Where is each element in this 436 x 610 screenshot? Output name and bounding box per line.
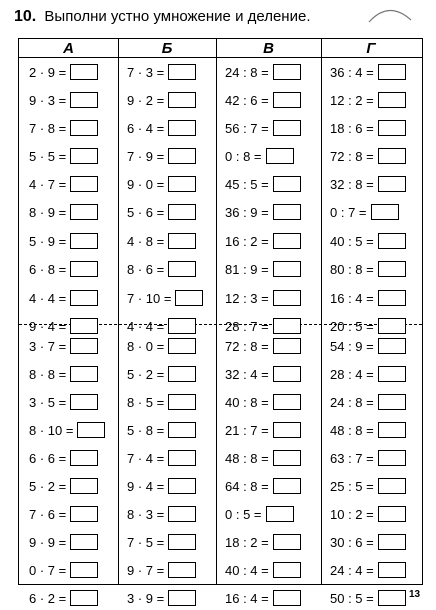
expression: 9 · 4 =: [29, 318, 67, 334]
answer-box[interactable]: [378, 478, 406, 494]
expression: 24 : 8 =: [330, 394, 374, 410]
answer-box[interactable]: [378, 261, 406, 277]
expression: 8 · 6 =: [127, 261, 165, 277]
answer-box[interactable]: [168, 506, 196, 522]
expression: 16 : 2 =: [225, 233, 269, 249]
answer-box[interactable]: [273, 366, 301, 382]
task-text: Выполни устно умножение и деление.: [44, 8, 311, 25]
answer-box[interactable]: [378, 338, 406, 354]
expression: 8 · 5 =: [127, 394, 165, 410]
exercise-row: [127, 229, 196, 253]
answer-box[interactable]: [77, 422, 105, 438]
exercise-row: [225, 257, 301, 281]
answer-box[interactable]: [378, 290, 406, 306]
answer-box[interactable]: [378, 92, 406, 108]
exercise-row: [29, 530, 98, 554]
answer-box[interactable]: [273, 534, 301, 550]
answer-box[interactable]: [273, 318, 301, 334]
exercise-row: [29, 257, 98, 281]
answer-box[interactable]: [168, 92, 196, 108]
expression: 16 : 4 =: [225, 590, 269, 606]
exercise-row: [127, 558, 196, 582]
expression: 5 · 6 =: [127, 204, 165, 220]
page-number: 13: [409, 589, 421, 600]
header-a: А: [63, 39, 74, 57]
answer-box[interactable]: [378, 394, 406, 410]
expression: 18 : 2 =: [225, 534, 269, 550]
answer-box[interactable]: [70, 450, 98, 466]
answer-box[interactable]: [378, 318, 406, 334]
answer-box[interactable]: [175, 290, 203, 306]
exercise-row: [29, 144, 98, 168]
exercise-row: [29, 362, 98, 386]
expression: 28 : 7 =: [225, 318, 269, 334]
expression: 0 : 7 =: [330, 204, 367, 220]
answer-box[interactable]: [273, 64, 301, 80]
column-divider: [321, 39, 322, 584]
answer-box[interactable]: [378, 422, 406, 438]
answer-box[interactable]: [70, 338, 98, 354]
exercise-row: [29, 200, 98, 224]
expression: 9 · 9 =: [29, 534, 67, 550]
exercise-row: [29, 418, 105, 442]
exercise-row: [225, 200, 301, 224]
expression: 7 · 8 =: [29, 120, 67, 136]
exercise-row: [29, 286, 98, 310]
answer-box[interactable]: [273, 204, 301, 220]
expression: 48 : 8 =: [225, 450, 269, 466]
expression: 54 : 9 =: [330, 338, 374, 354]
exercise-row: [225, 502, 294, 526]
answer-box[interactable]: [70, 366, 98, 382]
exercise-row: [225, 116, 301, 140]
expression: 6 · 6 =: [29, 450, 67, 466]
answer-box[interactable]: [378, 176, 406, 192]
answer-box[interactable]: [168, 394, 196, 410]
answer-box[interactable]: [70, 233, 98, 249]
answer-box[interactable]: [273, 120, 301, 136]
exercise-row: [29, 116, 98, 140]
expression: 40 : 4 =: [225, 562, 269, 578]
answer-box[interactable]: [70, 290, 98, 306]
expression: 16 : 4 =: [330, 290, 374, 306]
exercise-row: [225, 446, 301, 470]
expression: 6 · 2 =: [29, 590, 67, 606]
exercise-row: [29, 172, 98, 196]
answer-box[interactable]: [168, 318, 196, 334]
exercise-row: [330, 88, 406, 112]
exercise-row: [330, 530, 406, 554]
answer-box[interactable]: [266, 506, 294, 522]
expression: 3 · 9 =: [127, 590, 165, 606]
answer-box[interactable]: [273, 338, 301, 354]
expression: 32 : 8 =: [330, 176, 374, 192]
exercise-row: [225, 558, 301, 582]
exercise-row: [330, 60, 406, 84]
exercise-row: [127, 502, 196, 526]
expression: 48 : 8 =: [330, 422, 374, 438]
answer-box[interactable]: [273, 290, 301, 306]
expression: 0 : 8 =: [225, 148, 262, 164]
exercise-row: [225, 362, 301, 386]
exercise-row: [29, 586, 98, 610]
expression: 72 : 8 =: [225, 338, 269, 354]
exercise-row: [225, 334, 301, 358]
answer-box[interactable]: [266, 148, 294, 164]
exercise-row: [29, 502, 98, 526]
exercise-row: [225, 144, 294, 168]
expression: 18 : 6 =: [330, 120, 374, 136]
expression: 40 : 8 =: [225, 394, 269, 410]
exercise-row: [330, 586, 406, 610]
expression: 64 : 8 =: [225, 478, 269, 494]
expression: 5 · 2 =: [127, 366, 165, 382]
answer-box[interactable]: [273, 478, 301, 494]
exercise-row: [225, 586, 301, 610]
expression: 10 : 2 =: [330, 506, 374, 522]
answer-box[interactable]: [378, 64, 406, 80]
expression: 4 · 4 =: [29, 290, 67, 306]
answer-box[interactable]: [273, 450, 301, 466]
expression: 30 : 6 =: [330, 534, 374, 550]
answer-box[interactable]: [168, 176, 196, 192]
expression: 36 : 9 =: [225, 204, 269, 220]
answer-box[interactable]: [168, 148, 196, 164]
answer-box[interactable]: [70, 318, 98, 334]
exercise-row: [29, 446, 98, 470]
expression: 42 : 6 =: [225, 92, 269, 108]
task-title: [14, 8, 310, 26]
header-v: В: [263, 39, 274, 57]
expression: 9 · 7 =: [127, 562, 165, 578]
exercise-row: [330, 229, 406, 253]
exercise-row: [330, 116, 406, 140]
expression: 45 : 5 =: [225, 176, 269, 192]
answer-box[interactable]: [70, 506, 98, 522]
expression: 9 · 0 =: [127, 176, 165, 192]
header-g: Г: [366, 39, 376, 57]
expression: 21 : 7 =: [225, 422, 269, 438]
expression: 9 · 2 =: [127, 92, 165, 108]
expression: 7 · 10 =: [127, 290, 172, 306]
exercise-row: [330, 334, 406, 358]
answer-box[interactable]: [168, 450, 196, 466]
expression: 0 : 5 =: [225, 506, 262, 522]
expression: 6 · 8 =: [29, 261, 67, 277]
expression: 7 · 4 =: [127, 450, 165, 466]
expression: 12 : 3 =: [225, 290, 269, 306]
exercise-row: [127, 530, 196, 554]
answer-box[interactable]: [168, 422, 196, 438]
answer-box[interactable]: [70, 64, 98, 80]
answer-box[interactable]: [168, 64, 196, 80]
answer-box[interactable]: [378, 148, 406, 164]
expression: 8 · 10 =: [29, 422, 74, 438]
exercise-row: [225, 390, 301, 414]
exercise-row: [225, 229, 301, 253]
answer-box[interactable]: [273, 261, 301, 277]
answer-box[interactable]: [273, 422, 301, 438]
expression: 36 : 4 =: [330, 64, 374, 80]
decorative-arc: [365, 2, 415, 24]
expression: 5 · 5 =: [29, 148, 67, 164]
expression: 7 · 3 =: [127, 64, 165, 80]
answer-box[interactable]: [378, 534, 406, 550]
expression: 5 · 2 =: [29, 478, 67, 494]
exercise-row: [330, 474, 406, 498]
expression: 28 : 4 =: [330, 366, 374, 382]
answer-box[interactable]: [378, 450, 406, 466]
answer-box[interactable]: [273, 233, 301, 249]
expression: 9 · 4 =: [127, 478, 165, 494]
expression: 40 : 5 =: [330, 233, 374, 249]
exercise-row: [127, 474, 196, 498]
exercise-row: [330, 502, 406, 526]
exercise-row: [330, 362, 406, 386]
expression: 63 : 7 =: [330, 450, 374, 466]
answer-box[interactable]: [378, 120, 406, 136]
expression: 3 · 7 =: [29, 338, 67, 354]
expression: 6 · 4 =: [127, 120, 165, 136]
expression: 20 : 5 =: [330, 318, 374, 334]
expression: 3 · 5 =: [29, 394, 67, 410]
answer-box[interactable]: [168, 204, 196, 220]
expression: 5 · 8 =: [127, 422, 165, 438]
expression: 7 · 5 =: [127, 534, 165, 550]
answer-box[interactable]: [70, 120, 98, 136]
exercise-row: [330, 390, 406, 414]
answer-box[interactable]: [70, 478, 98, 494]
expression: 12 : 2 =: [330, 92, 374, 108]
exercise-row: [330, 286, 406, 310]
exercise-row: [330, 558, 406, 582]
exercise-row: [127, 446, 196, 470]
expression: 24 : 4 =: [330, 562, 374, 578]
exercise-row: [127, 60, 196, 84]
expression: 25 : 5 =: [330, 478, 374, 494]
expression: 56 : 7 =: [225, 120, 269, 136]
exercise-row: [330, 200, 399, 224]
exercise-row: [127, 362, 196, 386]
answer-box[interactable]: [70, 261, 98, 277]
exercise-row: [225, 60, 301, 84]
expression: 9 · 3 =: [29, 92, 67, 108]
answer-box[interactable]: [168, 261, 196, 277]
expression: 8 · 9 =: [29, 204, 67, 220]
exercise-row: [225, 418, 301, 442]
answer-box[interactable]: [70, 562, 98, 578]
answer-box[interactable]: [168, 366, 196, 382]
exercise-row: [127, 116, 196, 140]
answer-box[interactable]: [273, 92, 301, 108]
column-divider: [118, 39, 119, 584]
answer-box[interactable]: [70, 204, 98, 220]
expression: 7 · 6 =: [29, 506, 67, 522]
exercise-row: [225, 172, 301, 196]
answer-box[interactable]: [273, 562, 301, 578]
answer-box[interactable]: [273, 176, 301, 192]
answer-box[interactable]: [168, 478, 196, 494]
exercise-row: [127, 586, 196, 610]
expression: 4 · 4 =: [127, 318, 165, 334]
exercise-row: [330, 257, 406, 281]
exercise-row: [127, 334, 196, 358]
expression: 4 · 8 =: [127, 233, 165, 249]
exercise-row: [225, 286, 301, 310]
expression: 50 : 5 =: [330, 590, 374, 606]
exercise-row: [127, 200, 196, 224]
answer-box[interactable]: [70, 148, 98, 164]
expression: 32 : 4 =: [225, 366, 269, 382]
exercise-row: [29, 88, 98, 112]
column-divider: [216, 39, 217, 584]
expression: 81 : 9 =: [225, 261, 269, 277]
exercise-row: [29, 558, 98, 582]
answer-box[interactable]: [273, 394, 301, 410]
answer-box[interactable]: [168, 562, 196, 578]
answer-box[interactable]: [168, 338, 196, 354]
exercise-row: [29, 474, 98, 498]
expression: 2 · 9 =: [29, 64, 67, 80]
answer-box[interactable]: [168, 120, 196, 136]
answer-box[interactable]: [168, 534, 196, 550]
header-b: Б: [161, 39, 173, 57]
expression: 72 : 8 =: [330, 148, 374, 164]
answer-box[interactable]: [378, 233, 406, 249]
exercise-row: [225, 88, 301, 112]
expression: 4 · 7 =: [29, 176, 67, 192]
exercise-row: [127, 286, 203, 310]
exercise-row: [330, 418, 406, 442]
exercise-row: [127, 418, 196, 442]
expression: 80 : 8 =: [330, 261, 374, 277]
exercise-row: [29, 60, 98, 84]
answer-box[interactable]: [378, 562, 406, 578]
exercise-row: [127, 144, 196, 168]
exercise-row: [29, 334, 98, 358]
answer-box[interactable]: [70, 176, 98, 192]
exercise-row: [225, 474, 301, 498]
exercise-row: [330, 446, 406, 470]
answer-box[interactable]: [378, 506, 406, 522]
exercise-row: [127, 88, 196, 112]
answer-box[interactable]: [371, 204, 399, 220]
exercise-row: [127, 172, 196, 196]
answer-box[interactable]: [70, 534, 98, 550]
expression: 7 · 9 =: [127, 148, 165, 164]
expression: 5 · 9 =: [29, 233, 67, 249]
answer-box[interactable]: [378, 366, 406, 382]
expression: 8 · 0 =: [127, 338, 165, 354]
answer-box[interactable]: [70, 394, 98, 410]
exercise-row: [330, 172, 406, 196]
answer-box[interactable]: [168, 233, 196, 249]
exercise-row: [29, 229, 98, 253]
expression: 8 · 3 =: [127, 506, 165, 522]
exercise-row: [330, 144, 406, 168]
expression: 0 · 7 =: [29, 562, 67, 578]
table-header: [19, 39, 422, 58]
exercise-row: [127, 257, 196, 281]
answer-box[interactable]: [70, 92, 98, 108]
exercise-row: [29, 390, 98, 414]
expression: 24 : 8 =: [225, 64, 269, 80]
task-number: 10.: [14, 8, 37, 25]
expression: 8 · 8 =: [29, 366, 67, 382]
exercise-row: [127, 390, 196, 414]
exercise-row: [225, 530, 301, 554]
